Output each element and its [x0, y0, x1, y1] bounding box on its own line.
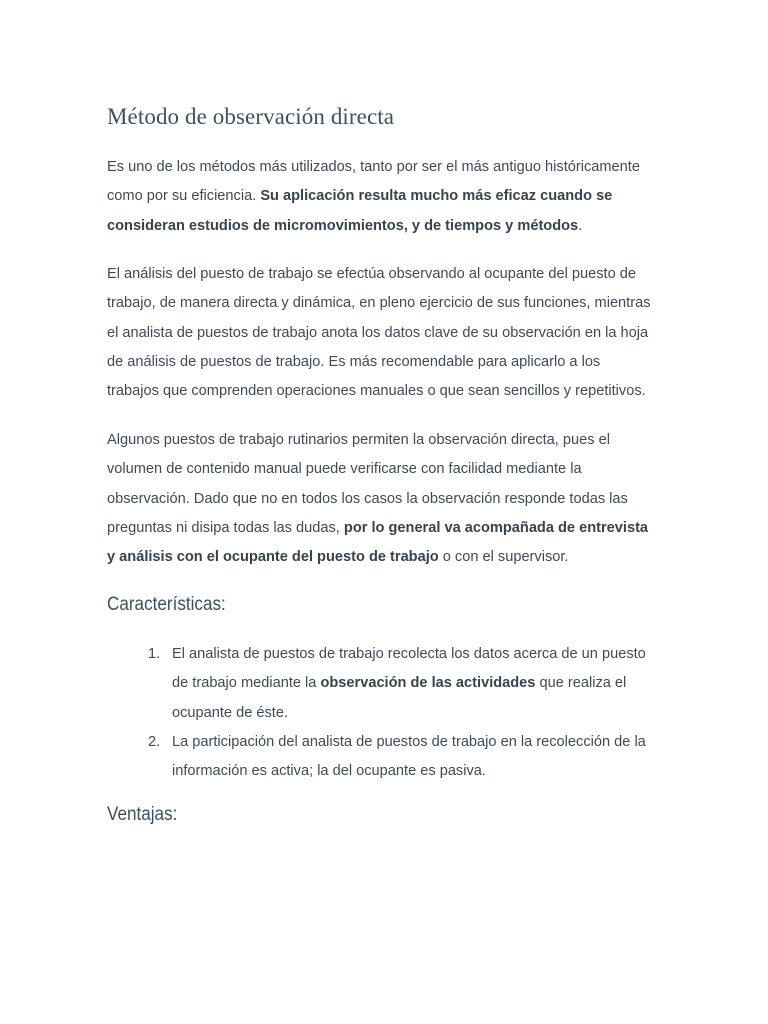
heading-ventajas: Ventajas:	[107, 804, 178, 825]
text-line: El análisis del puesto de trabajo se efectúa observando al ocupante del puesto de	[107, 266, 636, 282]
text-line	[172, 669, 668, 698]
page-title: Método de observación directa	[107, 104, 395, 129]
paragraph-routine-jobs	[107, 426, 667, 572]
heading-caracteristicas: Características:	[107, 594, 226, 615]
text-span: como por su eficiencia.	[107, 188, 261, 205]
bold-text: observación de las actividades	[320, 675, 536, 692]
text-line: ocupante de éste.	[172, 704, 289, 721]
text-line: El analista de puestos de trabajo recolecta los datos acerca de un puesto	[172, 646, 646, 662]
text-span: preguntas ni disipa todas las dudas,	[107, 519, 344, 536]
text-span: o con el supervisor.	[438, 549, 569, 566]
text-line: de análisis de puestos de trabajo. Es más recomendable para aplicarlo a los	[107, 353, 601, 370]
text-line: trabajos que comprenden operaciones manuales o que sean sencillos y repetitivos.	[107, 383, 646, 400]
text-line	[107, 514, 667, 543]
text-line: información es activa; la del ocupante es pasiva.	[172, 763, 486, 780]
text-line	[107, 212, 667, 241]
characteristics-list	[148, 640, 668, 786]
text-line: volumen de contenido manual puede verificarse con facilidad mediante la	[107, 461, 582, 478]
paragraph-analysis	[107, 260, 667, 406]
paragraph-intro	[107, 153, 667, 241]
text-line: trabajo, de manera directa y dinámica, en pleno ejercicio de sus funciones, mientras	[107, 295, 651, 312]
list-item	[148, 728, 668, 787]
bold-text: Su aplicación resulta mucho más eficaz cuando se	[260, 188, 613, 205]
text-span: de trabajo mediante la	[172, 675, 321, 692]
text-span: .	[578, 217, 583, 234]
text-line: Algunos puestos de trabajo rutinarios permiten la observación directa, pues el	[107, 432, 610, 448]
text-line	[107, 182, 667, 211]
text-line: el analista de puestos de trabajo anota los datos clave de su observación en la hoja	[107, 324, 649, 341]
list-number: 2.	[148, 733, 161, 750]
list-item	[148, 640, 668, 728]
list-number: 1.	[148, 646, 161, 662]
text-line: observación. Dado que no en todos los casos la observación responde todas las	[107, 490, 628, 507]
bold-text: y análisis con el ocupante del puesto de trabajo	[107, 549, 439, 566]
text-line: La participación del analista de puestos de trabajo en la recolección de la	[172, 733, 646, 750]
bold-text: consideran estudios de micromovimientos, y de tiempos y métodos	[107, 217, 579, 234]
text-line: Es uno de los métodos más utilizados, tanto por ser el más antiguo históricamente	[107, 159, 640, 175]
bold-text: por lo general va acompañada de entrevista	[343, 519, 649, 536]
text-line	[107, 543, 667, 572]
text-span: que realiza el	[535, 675, 627, 692]
